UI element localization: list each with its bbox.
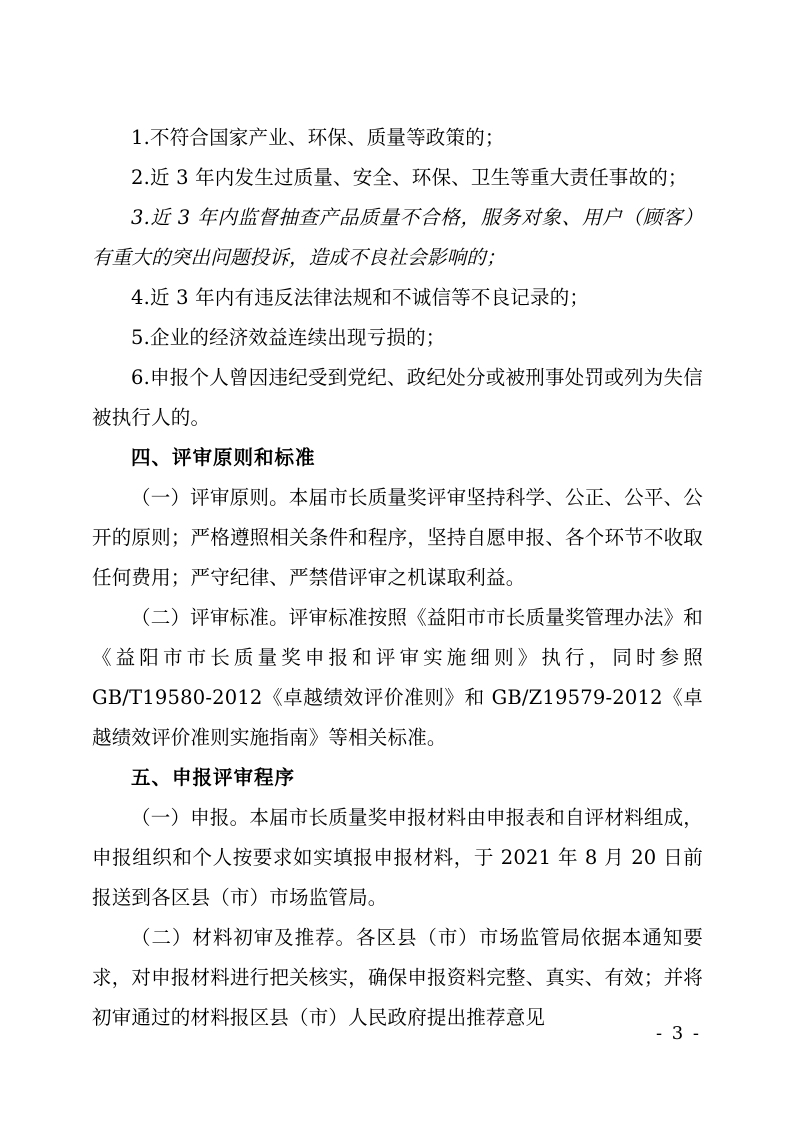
section-heading-five: 五、申报评审程序 xyxy=(131,766,296,789)
paragraph-preliminary-review: （二）材料初审及推荐。各区县（市）市场监管局依据本通知要求，对申报材料进行把关核实，确保申报资料完整、真实、有效；并将初审通过的材料报区县（市）人民政府提出推荐意见 xyxy=(92,926,703,1029)
page-number: - 3 - xyxy=(655,1023,701,1044)
paragraph-item-2: 2.近 3 年内发生过质量、安全、环保、卫生等重大责任事故的； xyxy=(131,166,688,189)
paragraph-item-5: 5.企业的经济效益连续出现亏损的； xyxy=(131,326,446,349)
paragraph-item-1: 1.不符合国家产业、环保、质量等政策的； xyxy=(131,126,505,149)
paragraph-item-4: 4.近 3 年内有违反法律法规和不诚信等不良记录的； xyxy=(131,286,590,309)
paragraph-application: （一）申报。本届市长质量奖申报材料由申报表和自评材料组成，申报组织和个人按要求如实填报申报材料，于 2021 年 8 月 20 日前报送到各区县（市）市场监管局。 xyxy=(92,806,703,909)
document-body xyxy=(92,118,703,1038)
paragraph-review-standards: （二）评审标准。评审标准按照《益阳市市长质量奖管理办法》和《益阳市市长质量奖申报和评审实施细则》执行，同时参照 GB/T19580-2012《卓越绩效评价准则》和 GB/Z19579-2012《卓越绩效评价准则实施指南》等相关标准。 xyxy=(92,606,703,749)
paragraph-item-6: 6.申报个人曾因违纪受到党纪、政纪处分或被刑事处罚或列为失信被执行人的。 xyxy=(92,366,703,429)
section-heading-four: 四、评审原则和标准 xyxy=(131,446,316,469)
paragraph-review-principles: （一）评审原则。本届市长质量奖评审坚持科学、公正、公平、公开的原则；严格遵照相关条件和程序，坚持自愿申报、各个环节不收取任何费用；严守纪律、严禁借评审之机谋取利益。 xyxy=(92,486,703,589)
paragraph-item-3: 3.近 3 年内监督抽查产品质量不合格，服务对象、用户（顾客）有重大的突出问题投诉，造成不良社会影响的； xyxy=(92,206,703,269)
